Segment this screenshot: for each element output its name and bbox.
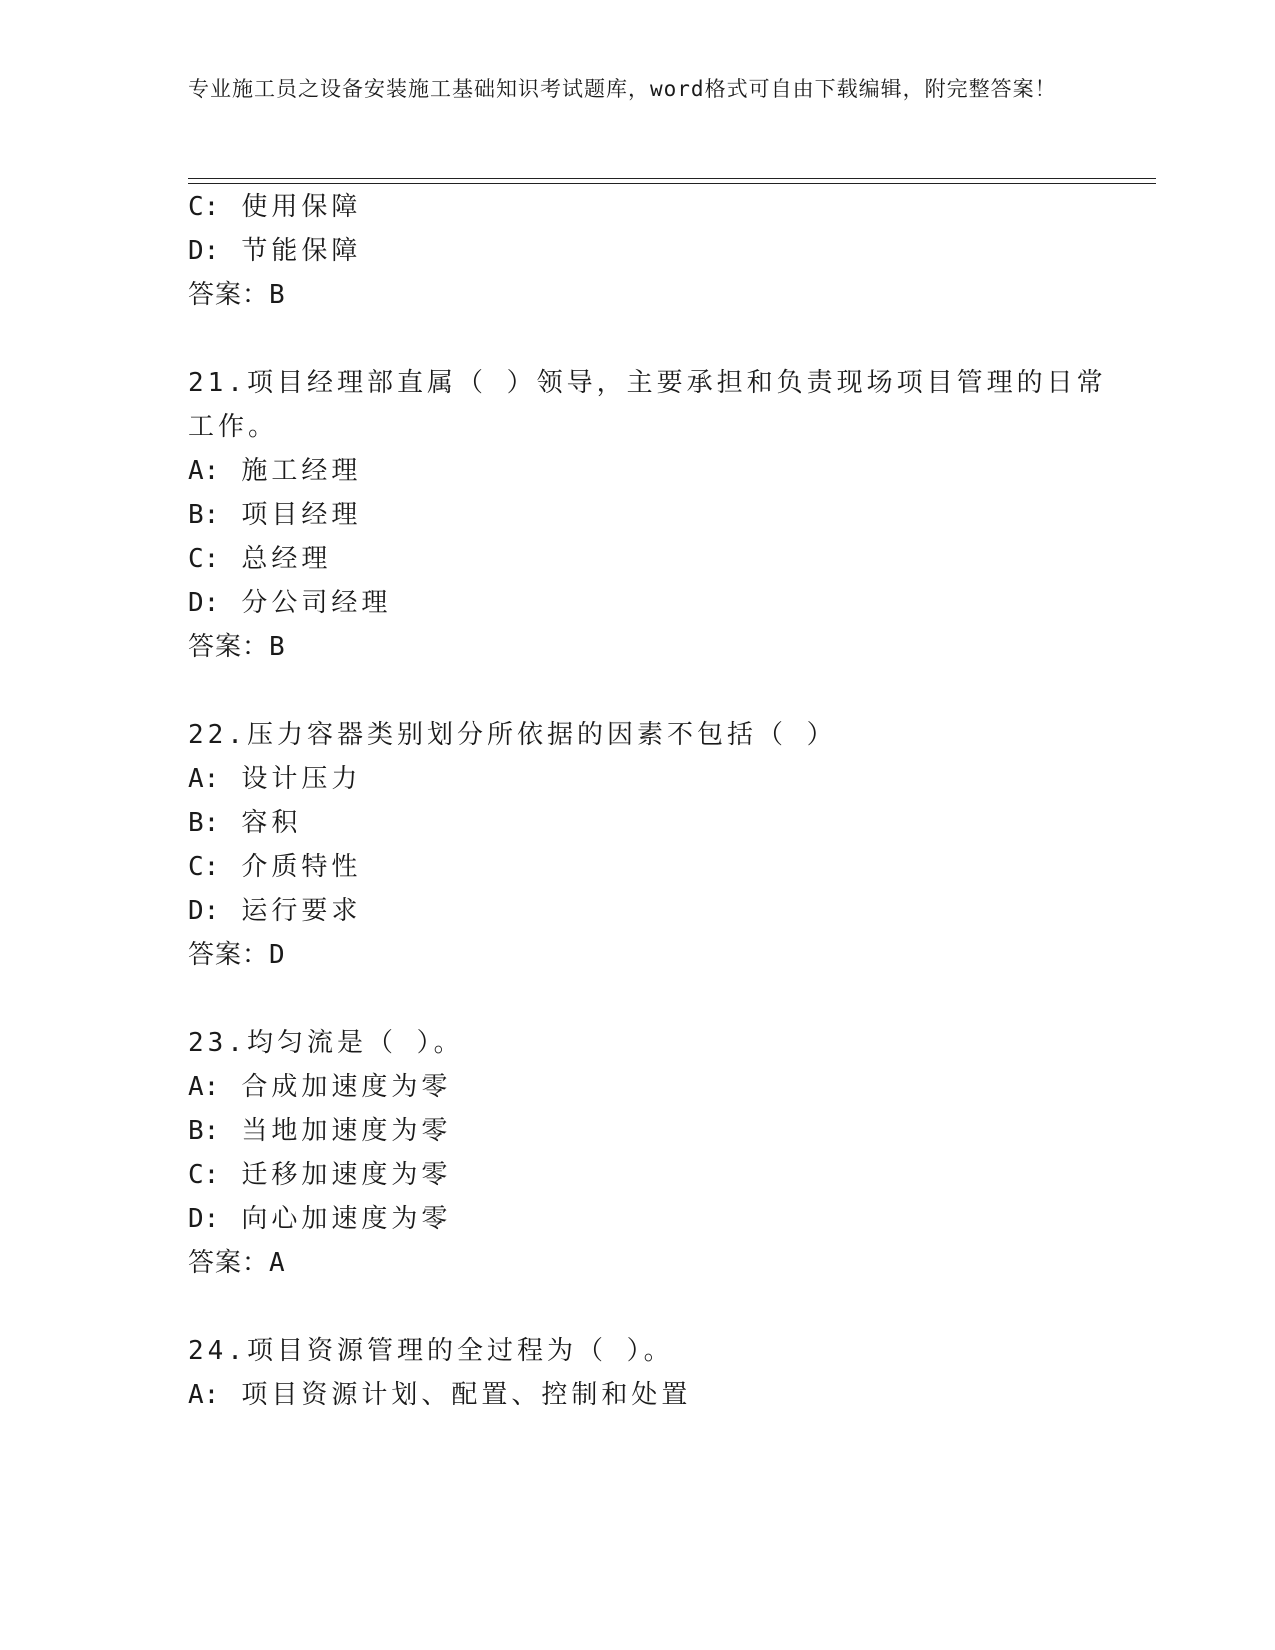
answer-label: 答案： [188,632,270,662]
option-text: 使用保障 [241,192,362,222]
option-line [188,586,391,620]
option-line [188,1378,691,1412]
answer-label: 答案： [188,940,270,970]
question-stem: 24.项目资源管理的全过程为（ ）。 [188,1336,674,1366]
option-line [188,762,361,796]
option-text: 分公司经理 [241,588,392,618]
option-text: 容积 [241,808,302,838]
question-stem: 23.均匀流是（ ）。 [188,1028,464,1058]
option-label: A: [188,1380,220,1410]
option-text: 项目经理 [241,500,362,530]
option-line [188,806,301,840]
answer-line [188,278,286,312]
answer-value: D [269,940,286,970]
option-label: B: [188,1116,220,1146]
header-divider-bottom [188,183,1156,184]
option-label: A: [188,764,220,794]
option-text: 当地加速度为零 [241,1116,452,1146]
option-line [188,1158,451,1192]
option-label: C: [188,852,220,882]
option-text: 运行要求 [241,896,362,926]
option-line [188,1202,451,1236]
option-label: A: [188,1072,220,1102]
option-line [188,498,361,532]
question-stem: 21.项目经理部直属（ ）领导，主要承担和负责现场项目管理的日常 [188,368,1107,398]
option-label: D: [188,588,220,618]
option-text: 项目资源计划、配置、控制和处置 [241,1380,692,1410]
option-line [188,454,361,488]
answer-value: B [269,632,286,662]
option-line [188,542,331,576]
answer-label: 答案： [188,280,270,310]
option-label: B: [188,500,220,530]
answer-value: A [269,1248,286,1278]
option-label: B: [188,808,220,838]
option-text: 施工经理 [241,456,362,486]
option-text: 迁移加速度为零 [241,1160,452,1190]
option-text: 总经理 [241,544,332,574]
option-label: A: [188,456,220,486]
option-line [188,234,361,268]
option-text: 介质特性 [241,852,362,882]
option-line [188,894,361,928]
option-label: D: [188,1204,220,1234]
option-label: C: [188,544,220,574]
option-text: 节能保障 [241,236,362,266]
option-label: C: [188,1160,220,1190]
option-line [188,190,361,224]
question-stem: 22.压力容器类别划分所依据的因素不包括（ ） [188,720,837,750]
answer-line [188,938,286,972]
option-line [188,1070,451,1104]
question-stem-continued: 工作。 [188,412,279,442]
option-line [188,850,361,884]
option-line [188,1114,451,1148]
answer-line [188,630,286,664]
answer-label: 答案： [188,1248,270,1278]
answer-line [188,1246,286,1280]
option-label: D: [188,896,220,926]
option-label: D: [188,236,220,266]
option-text: 设计压力 [241,764,362,794]
option-text: 向心加速度为零 [241,1204,452,1234]
document-header: 专业施工员之设备安装施工基础知识考试题库，word格式可自由下载编辑，附完整答案！ [188,77,1057,101]
option-text: 合成加速度为零 [241,1072,452,1102]
option-label: C: [188,192,220,222]
header-divider-top [188,178,1156,179]
answer-value: B [269,280,286,310]
